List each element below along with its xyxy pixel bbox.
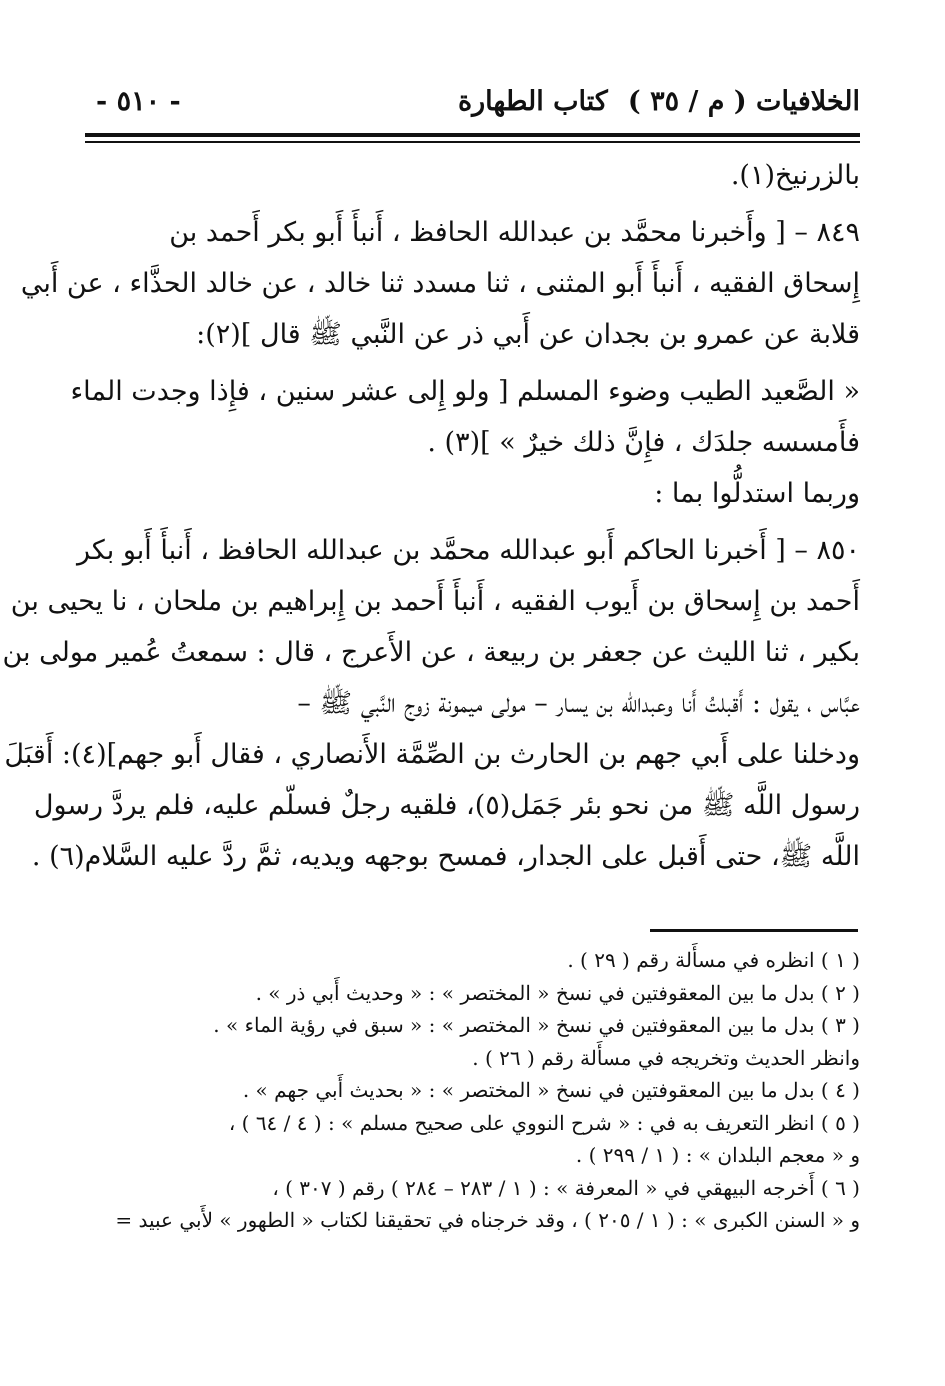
hadith-850-line: عبَّاس ، يقول : أَقبلتُ أَنا وعبدالله بن يسار – مولى ميمونة زوج النَّبي ﷺ – xyxy=(297,688,860,719)
hadith-850-line: أَحمد بن إِسحاق بن أَيوب الفقيه ، أَنبأَ أَحمد بن إِبراهيم بن ملحان ، نا يحيى بن xyxy=(10,586,860,617)
hadith-849-line: قلابة عن عمرو بن بجدان عن أَبي ذر عن النَّبي ﷺ قال ](٢): xyxy=(196,319,860,350)
footnote-separator xyxy=(650,929,858,932)
header-book-title: الخلافيات ( م / ٣٥ ) xyxy=(627,86,860,117)
header-rule-thin xyxy=(85,141,860,143)
footnote: ( ١ ) انظره في مسأَلة رقم ( ٢٩ ) . xyxy=(567,948,860,972)
hadith-text-line: فأَمسسه جلدَك ، فإِنَّ ذلك خيرٌ » ](٣) . xyxy=(427,427,860,458)
header-rule-thick xyxy=(85,133,860,137)
footnotes xyxy=(85,944,860,1237)
footnote: ( ٤ ) بدل ما بين المعقوفتين في نسخ « المختصر » : « بحديث أَبي جهم » . xyxy=(242,1078,860,1102)
hadith-850-line: ٨٥٠ – [ أَخبرنا الحاكم أَبو عبدالله محمَّد بن عبدالله الحافظ ، أَنبأَ أَبو بكر xyxy=(76,535,860,566)
footnote: وانظر الحديث وتخريجه في مسأَلة رقم ( ٢٦ ) . xyxy=(472,1045,860,1070)
transition-line: وربما استدلُّوا بما : xyxy=(654,478,860,509)
hadith-850-line: ودخلنا على أَبي جهم بن الحارث بن الصِّمَّة الأَنصاري ، فقال أَبو جهم](٤): أَقبَلَ xyxy=(4,739,860,770)
text-line: بالزرنيخ(١). xyxy=(730,160,860,191)
hadith-850-line: بكير ، ثنا الليث عن جعفر بن ربيعة ، عن الأَعرج ، قال : سمعتُ عُمير مولى بن xyxy=(2,637,860,668)
page-header xyxy=(88,82,860,126)
hadith-850-line: اللَّه ﷺ، حتى أَقبل على الجدار، فمسح بوجهه ويديه، ثمَّ ردَّ عليه السَّلام(٦) . xyxy=(31,841,860,872)
footnote: ( ٦ ) أَخرجه البيهقي في « المعرفة » : ( ١ / ٢٨٣ – ٢٨٤ ) رقم ( ٣٠٧ ) ، xyxy=(272,1175,860,1200)
footnote: و « السنن الكبرى » : ( ١ / ٢٠٥ ) ، وقد خرجناه في تحقيقنا لكتاب « الطهور » لأَبي عبيد = xyxy=(115,1208,860,1232)
hadith-849-line: ٨٤٩ – [ وأَخبرنا محمَّد بن عبدالله الحافظ ، أَنبأَ أَبو بكر أَحمد بن xyxy=(169,217,860,248)
header-section-title: كتاب الطهارة xyxy=(458,86,608,117)
footnote: ( ٥ ) انظر التعريف به في : « شرح النووي على صحيح مسلم » : ( ٤ / ٦٤ ) ، xyxy=(228,1110,860,1135)
main-text xyxy=(2,150,860,882)
header-page-number: - ٥١٠ - xyxy=(96,86,181,117)
hadith-850-line: رسول اللَّه ﷺ من نحو بئر جَمَل(٥)، فلقيه رجلٌ فسلّم عليه، فلم يردَّ رسول xyxy=(33,790,860,821)
hadith-849-line: إِسحاق الفقيه ، أَنبأَ أَبو المثنى ، ثنا مسدد ثنا خالد ، عن خالد الحذَّاء ، عن أَبي xyxy=(20,268,860,299)
hadith-text-line: « الصَّعيد الطيب وضوء المسلم [ ولو إِلى عشر سنين ، فإِذا وجدت الماء xyxy=(70,376,860,407)
footnote: و « معجم البلدان » : ( ١ / ٢٩٩ ) . xyxy=(575,1143,860,1167)
footnote: ( ٢ ) بدل ما بين المعقوفتين في نسخ « المختصر » : « وحديث أَبي ذر » . xyxy=(255,980,860,1005)
footnote: ( ٣ ) بدل ما بين المعقوفتين في نسخ « المختصر » : « سبق في رؤية الماء » . xyxy=(213,1013,860,1037)
